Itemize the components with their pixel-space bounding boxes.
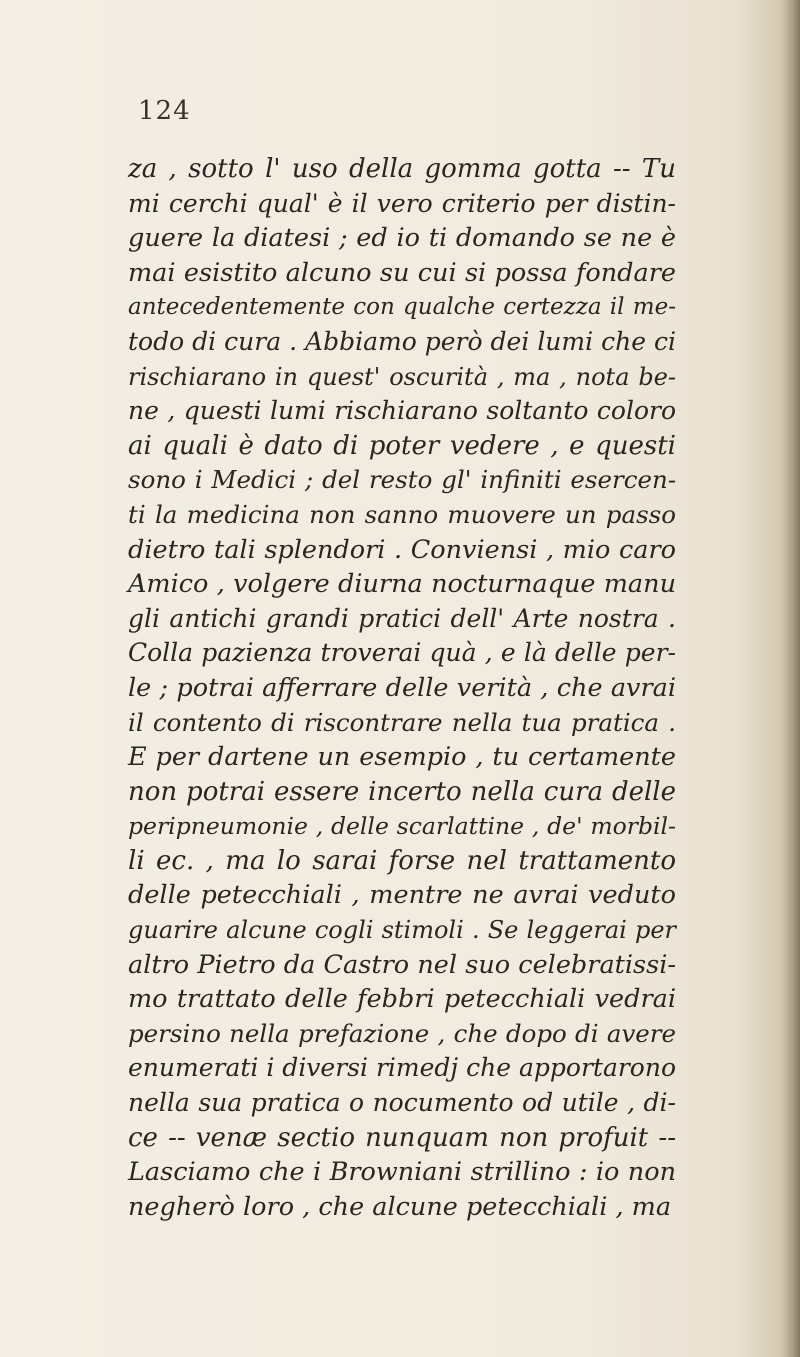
text-line: guere la diatesi ; ed io ti domando se ne è	[128, 223, 676, 254]
text-line: il contento di riscontrare nella tua pratica .	[128, 707, 676, 737]
text-line: altro Pietro da Castro nel suo celebratissi-	[128, 949, 676, 980]
text-line: mo trattato delle febbri petecchiali vedrai	[128, 984, 676, 1015]
text-line: ti la medicina non sanno muovere un passo	[128, 499, 676, 529]
text-line: mai esistito alcuno su cui si possa fondare	[128, 257, 676, 288]
text-line: persino nella prefazione , che dopo di avere	[128, 1018, 676, 1048]
text-line: le ; potrai afferrare delle verità , che avrai	[128, 672, 676, 703]
text-line: ne , questi lumi rischiarano soltanto coloro	[128, 396, 676, 426]
text-line: ai quali è dato di poter vedere , e questi	[128, 430, 676, 461]
text-line: peripneumonie , delle scarlattine , de' morbil-	[128, 812, 676, 841]
text-line: gli antichi grandi pratici dell' Arte nostra .	[128, 603, 676, 633]
text-line: sono i Medici ; del resto gl' infiniti esercen-	[128, 465, 676, 495]
text-line: Amico , volgere diurna nocturnaque manu	[128, 569, 676, 600]
page-gutter-shadow	[782, 0, 800, 1357]
text-line: mi cerchi qual' è il vero criterio per distin-	[128, 188, 676, 218]
text-line: delle petecchiali , mentre ne avrai veduto	[128, 880, 676, 911]
text-line: Lasciamo che i Browniani strillino : io non	[128, 1157, 676, 1188]
text-line: non potrai essere incerto nella cura delle	[128, 776, 676, 807]
page-number: 124	[138, 96, 191, 126]
text-line: za , sotto l' uso della gomma gotta -- Tu	[128, 154, 676, 184]
text-line: E per dartene un esempio , tu certamente	[128, 742, 676, 773]
text-line: nella sua pratica o nocumento od utile , di-	[128, 1088, 676, 1118]
text-line: antecedentemente con qualche certezza il me-	[128, 294, 676, 321]
text-line: dietro tali splendori . Conviensi , mio caro	[128, 534, 676, 565]
text-line: ce -- venæ sectio nunquam non profuit --	[128, 1122, 676, 1153]
text-line: guarire alcune cogli stimoli . Se leggerai per	[128, 916, 676, 945]
text-line: negherò loro , che alcune petecchiali , ma	[128, 1191, 672, 1222]
text-line: li ec. , ma lo sarai forse nel trattamento	[128, 845, 676, 876]
text-line: todo di cura . Abbiamo però dei lumi che ci	[128, 326, 676, 356]
body-text	[128, 152, 676, 1224]
text-line: rischiarano in quest' oscurità , ma , nota be-	[128, 362, 676, 391]
text-line: Colla pazienza troverai quà , e là delle per-	[128, 638, 676, 668]
text-line: enumerati i diversi rimedj che apportarono	[128, 1053, 676, 1083]
